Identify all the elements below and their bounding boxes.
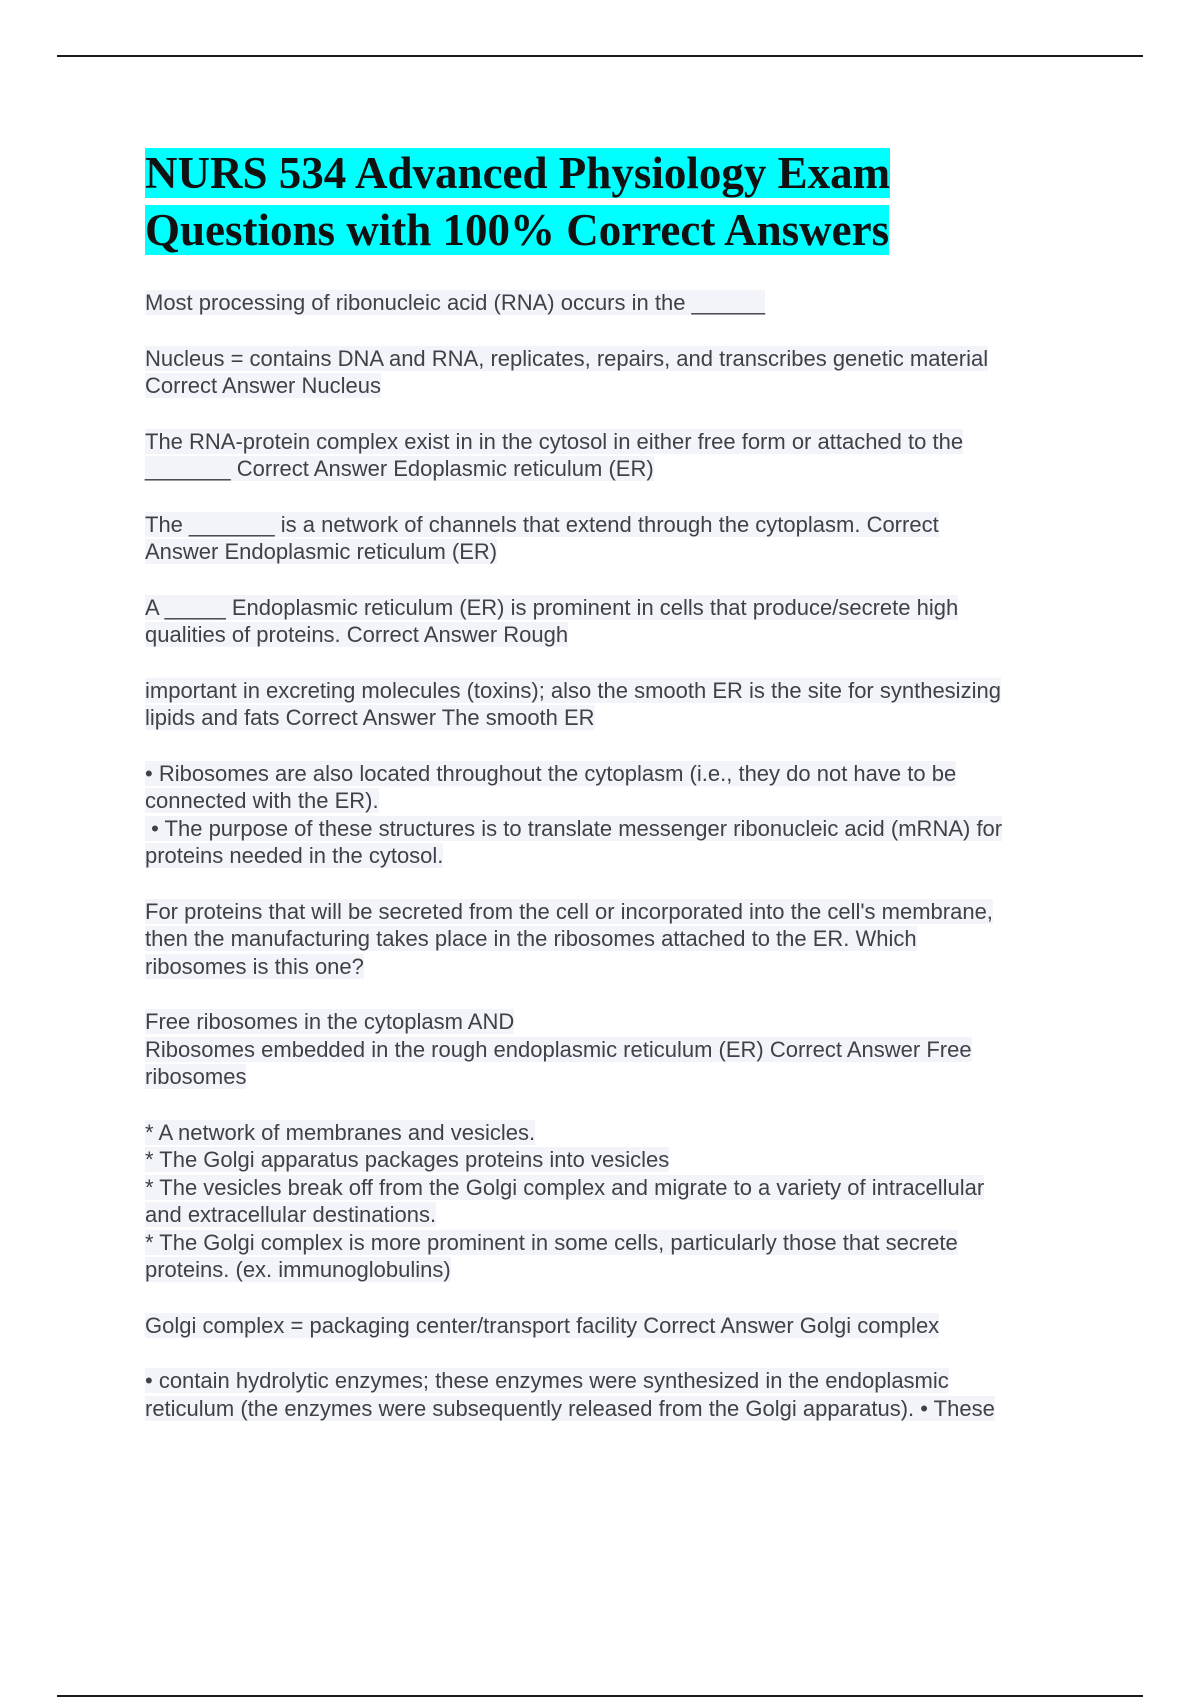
- qa-line-text: reticulum (the enzymes were subsequently released from the Golgi apparatus). • These: [145, 1395, 995, 1421]
- qa-line: [145, 511, 1095, 539]
- qa-line-text: lipids and fats Correct Answer The smooth ER: [145, 705, 595, 730]
- document-title-line-2: Questions with 100% Correct Answers: [145, 205, 890, 255]
- qa-line: [145, 1256, 1095, 1284]
- header-rule: [57, 55, 1143, 57]
- qa-line-text: The RNA-protein complex exist in in the cytosol in either free form or attached to the: [145, 428, 964, 454]
- qa-line-text: proteins needed in the cytosol.: [145, 843, 444, 868]
- qa-line-text: qualities of proteins. Correct Answer Rough: [145, 622, 569, 647]
- qa-line-text: Nucleus = contains DNA and RNA, replicates, repairs, and transcribes genetic material: [145, 345, 989, 371]
- document-title-line-1: NURS 534 Advanced Physiology Exam: [145, 148, 891, 198]
- qa-block: [145, 898, 1095, 981]
- qa-block: [145, 289, 1095, 317]
- qa-line-text: • The purpose of these structures is to translate messenger ribonucleic acid (mRNA) for: [145, 815, 1003, 841]
- qa-line-text: * The vesicles break off from the Golgi complex and migrate to a variety of intracellular: [145, 1174, 985, 1200]
- qa-line-text: * A network of membranes and vesicles.: [145, 1119, 536, 1145]
- qa-line: [145, 815, 1095, 843]
- qa-line: [145, 372, 1095, 400]
- qa-line: [145, 842, 1095, 870]
- qa-line: [145, 677, 1095, 705]
- qa-line-text: connected with the ER).: [145, 788, 379, 813]
- qa-line-text: important in excreting molecules (toxins); also the smooth ER is the site for synthesizing: [145, 677, 1001, 703]
- qa-line: [145, 1036, 1095, 1064]
- qa-line-text: Golgi complex = packaging center/transport facility Correct Answer Golgi complex: [145, 1312, 940, 1338]
- qa-line-text: and extracellular destinations.: [145, 1202, 437, 1227]
- qa-line: [145, 1063, 1095, 1091]
- qa-line: [145, 1119, 1095, 1147]
- qa-line: [145, 621, 1095, 649]
- qa-line-text: ribosomes: [145, 1064, 247, 1089]
- qa-line-text: For proteins that will be secreted from the cell or incorporated into the cell's membrane,: [145, 898, 993, 924]
- qa-line: [145, 1008, 1095, 1036]
- qa-block: [145, 511, 1095, 566]
- qa-block: [145, 1367, 1095, 1422]
- qa-line-text: proteins. (ex. immunoglobulins): [145, 1257, 451, 1282]
- qa-line-text: * The Golgi complex is more prominent in some cells, particularly those that secrete: [145, 1229, 958, 1255]
- qa-line: [145, 1312, 1095, 1340]
- qa-line: [145, 594, 1095, 622]
- qa-line-text: * The Golgi apparatus packages proteins into vesicles: [145, 1147, 670, 1172]
- qa-block: [145, 345, 1095, 400]
- qa-line-text: Answer Endoplasmic reticulum (ER): [145, 539, 498, 564]
- qa-line-text: • Ribosomes are also located throughout the cytoplasm (i.e., they do not have to be: [145, 760, 957, 786]
- qa-line: [145, 760, 1095, 788]
- qa-block: [145, 1312, 1095, 1340]
- qa-line-text: Ribosomes embedded in the rough endoplasmic reticulum (ER) Correct Answer Free: [145, 1036, 972, 1062]
- qa-block: [145, 1008, 1095, 1091]
- qa-line-text: ribosomes is this one?: [145, 953, 364, 979]
- qa-line: [145, 1395, 1095, 1423]
- qa-line: [145, 898, 1095, 926]
- qa-block: [145, 677, 1095, 732]
- qa-line-text: • contain hydrolytic enzymes; these enzymes were synthesized in the endoplasmic: [145, 1368, 949, 1393]
- qa-line-text: _______ Correct Answer Edoplasmic reticulum (ER): [145, 456, 654, 481]
- qa-line: [145, 289, 1095, 317]
- qa-line: [145, 704, 1095, 732]
- document-title: [145, 145, 945, 259]
- footer-rule: [57, 1695, 1143, 1697]
- qa-list: [145, 289, 1095, 1422]
- qa-line: [145, 538, 1095, 566]
- qa-line: [145, 455, 1095, 483]
- qa-line: [145, 787, 1095, 815]
- qa-line: [145, 1174, 1095, 1202]
- qa-line: [145, 925, 1095, 953]
- qa-line: [145, 953, 1095, 981]
- qa-line: [145, 1229, 1095, 1257]
- qa-line: [145, 428, 1095, 456]
- qa-line: [145, 345, 1095, 373]
- qa-line-text: Most processing of ribonucleic acid (RNA) occurs in the ______: [145, 290, 765, 315]
- document-body: [145, 145, 1095, 1450]
- qa-block: [145, 428, 1095, 483]
- qa-line: [145, 1367, 1095, 1395]
- qa-line-text: Free ribosomes in the cytoplasm AND: [145, 1009, 515, 1034]
- qa-block: [145, 594, 1095, 649]
- qa-line-text: then the manufacturing takes place in the ribosomes attached to the ER. Which: [145, 926, 917, 951]
- qa-line-text: Correct Answer Nucleus: [145, 373, 381, 398]
- qa-line-text: The _______ is a network of channels that extend through the cytoplasm. Correct: [145, 511, 939, 537]
- qa-line-text: A _____ Endoplasmic reticulum (ER) is prominent in cells that produce/secrete high: [145, 594, 959, 620]
- qa-block: [145, 760, 1095, 870]
- qa-line: [145, 1201, 1095, 1229]
- qa-block: [145, 1119, 1095, 1284]
- qa-line: [145, 1146, 1095, 1174]
